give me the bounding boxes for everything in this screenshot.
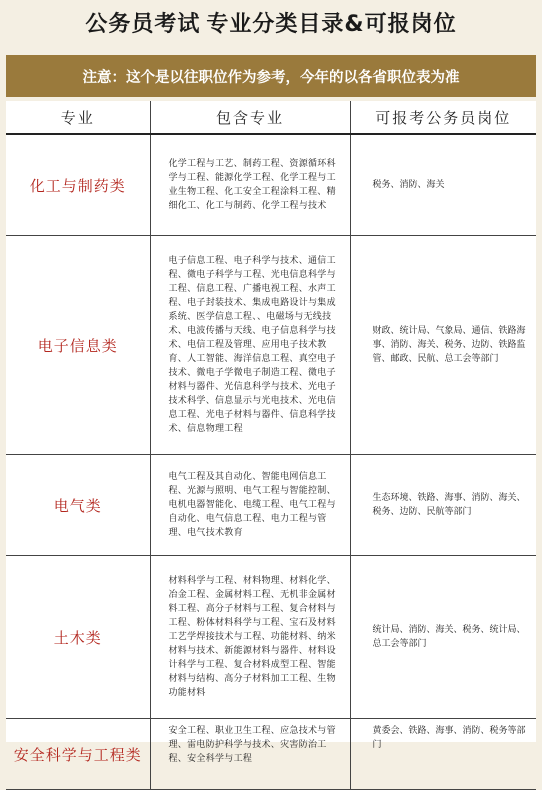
major-table bbox=[6, 101, 536, 790]
majors-cell: 材料科学与工程、材料物理、材料化学、冶金工程、金属材料工程、无机非金属材料工程、高分子材料与工程、复合材料与工程、粉体材料科学与工程、宝石及材料工艺学焊接技术与工程、功能材料、纳米材料与技术、新能源材料与器件、材料设计科学与工程、复合材料成型工程、智能材料与结构、高分子材料加工工程、生物功能材料 bbox=[150, 556, 350, 719]
table-row bbox=[6, 134, 536, 236]
posts-cell: 生态环境、铁路、海事、消防、海关、税务、边防、民航等部门 bbox=[350, 455, 536, 556]
notice-banner: 注意：这个是以往职位作为参考，今年的以各省职位表为准 bbox=[6, 55, 536, 97]
category-cell: 化工与制药类 bbox=[6, 134, 150, 236]
posts-cell: 统计局、消防、海关、税务、统计局、总工会等部门 bbox=[350, 556, 536, 719]
table-row bbox=[6, 556, 536, 719]
table-row bbox=[6, 719, 536, 790]
category-cell: 电气类 bbox=[6, 455, 150, 556]
table-row bbox=[6, 455, 536, 556]
posts-cell: 税务、消防、海关 bbox=[350, 134, 536, 236]
title-part2: 专业分类目录&可报岗位 bbox=[206, 11, 457, 37]
table-header-row bbox=[6, 101, 536, 134]
posts-cell: 财政、统计局、气象局、通信、铁路海事、消防、海关、税务、边防、铁路监管、邮政、民航、总工会等部门 bbox=[350, 236, 536, 455]
header-included-majors: 包含专业 bbox=[150, 101, 350, 134]
category-cell: 安全科学与工程类 bbox=[6, 719, 150, 790]
category-cell: 电子信息类 bbox=[6, 236, 150, 455]
header-major: 专业 bbox=[6, 101, 150, 134]
header-eligible-posts: 可报考公务员岗位 bbox=[350, 101, 536, 134]
category-cell: 土木类 bbox=[6, 556, 150, 719]
page-header bbox=[0, 0, 542, 44]
major-table-container bbox=[6, 101, 536, 764]
majors-cell: 电子信息工程、电子科学与技术、通信工程、微电子科学与工程、光电信息科学与工程、信息工程、广播电视工程、水声工程、电子封装技术、集成电路设计与集成系统、医学信息工程、、电磁场与无线技术、电波传播与天线、电子信息科学与技术、电信工程及管理、应用电子技术教育、人工智能、海洋信息工程、真空电子技术、微电子学微电子制造工程、微电子材料与器件、光信息科学与技术、光电子技术科学、信息显示与光电技术、光电信息工程、光电子材料与器件、信息科学技术、信息物理工程 bbox=[150, 236, 350, 455]
majors-cell: 化学工程与工艺、制药工程、资源循环科学与工程、能源化学工程、化学工程与工业生物工程、化工安全工程涂料工程、精细化工、化工与制药、化学工程与技术 bbox=[150, 134, 350, 236]
majors-cell: 电气工程及其自动化、智能电网信息工程、光源与照明、电气工程与智能控制、电机电器智能化、电缆工程、电气工程与自动化、电气信息工程、电力工程与管理、电气技术教育 bbox=[150, 455, 350, 556]
title-part1: 公务员考试 bbox=[85, 11, 201, 37]
majors-cell: 安全工程、职业卫生工程、应急技术与管理、雷电防护科学与技术、灾害防治工程、安全科学与工程 bbox=[150, 719, 350, 790]
table-row bbox=[6, 236, 536, 455]
posts-cell: 黄委会、铁路、海事、消防、税务等部门 bbox=[350, 719, 536, 790]
